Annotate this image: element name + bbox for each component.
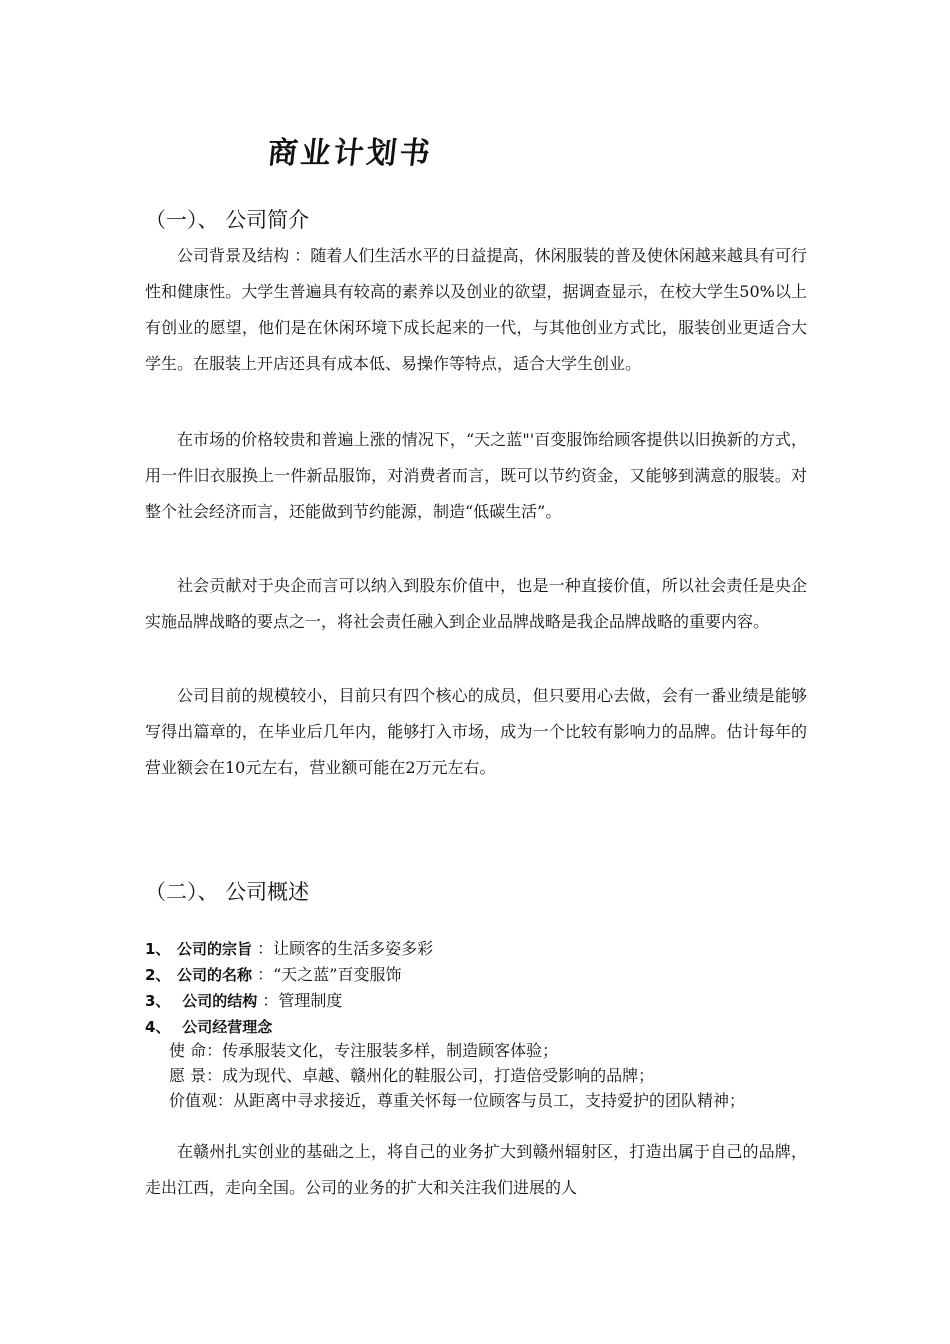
values-statement: 价值观：从距离中寻求接近，尊重关怀每一位顾客与员工，支持爱护的团队精神； [169, 1091, 746, 1110]
list-item-number: 2、 [145, 966, 171, 984]
list-item [145, 936, 807, 962]
paragraph-expansion: 在赣州扎实创业的基础之上，将自己的业务扩大到赣州辐射区，打造出属于自己的品牌，走出江西，走向全国。公司的业务的扩大和关注我们进展的人 [145, 1142, 807, 1197]
list-item-label: 公司的宗旨 [177, 940, 253, 958]
paragraph-background: 公司背景及结构 ：随着人们生活水平的日益提高，休闲服装的普及使休闲越来越具有可行性和健康性。大学生普遍具有较高的素养以及创业的欲望，据调查显示，在校大学生50%以上有创业的愿望，他们是在休闲环境下成长起来的一代，与其他创业方式比，服装创业更适合大学生。在服装上开店还具有成本低、易操作等特点，适合大学生创业。 [145, 246, 807, 373]
overview-list [145, 936, 807, 1040]
list-item [145, 1014, 807, 1040]
list-item-value: ：“天之蓝”百变服饰 [252, 965, 402, 984]
paragraph-social-contribution: 社会贡献对于央企而言可以纳入到股东价值中，也是一种直接价值，所以社会责任是央企实施品牌战略的要点之一，将社会责任融入到企业品牌战略是我企品牌战略的重要内容。 [145, 576, 807, 631]
paragraph-market: 在市场的价格较贵和普遍上涨的情况下，“天之蓝"'百变服饰给顾客提供以旧换新的方式，用一件旧衣服换上一件新品服饰，对消费者而言，既可以节约资金，又能够到满意的服装。对整个社会经济而言，还能做到节约能源，制造“低碳生活”。 [145, 430, 807, 521]
paragraph-scale: 公司目前的规模较小，目前只有四个核心的成员，但只要用心去做，会有一番业绩是能够写得出篇章的，在毕业后几年内，能够打入市场，成为一个比较有影响力的品牌。估计每年的营业额会在10元左右，营业额可能在2万元左右。 [145, 686, 807, 777]
section-heading-company-overview: （二）、 公司概述 [145, 880, 310, 904]
list-item-value: ：让顾客的生活多姿多彩 [252, 939, 434, 958]
list-item-label: 公司的结构 [177, 992, 258, 1010]
list-item-number: 3、 [145, 992, 171, 1010]
list-item-label: 公司的名称 [177, 966, 253, 984]
vision-statement: 愿 景：成为现代、卓越、赣州化的鞋服公司，打造倍受影响的品牌； [169, 1066, 655, 1085]
list-item-number: 4、 [145, 1018, 171, 1036]
mission-statement: 使 命：传承服装文化，专注服装多样，制造顾客体验； [169, 1041, 559, 1060]
list-item-number: 1、 [145, 940, 171, 958]
list-item-value: ：管理制度 [257, 991, 343, 1010]
list-item [145, 988, 807, 1014]
list-item-label: 公司经营理念 [177, 1018, 273, 1036]
section-heading-company-profile: （一）、 公司简介 [145, 208, 310, 232]
document-title: 商业计划书 [265, 136, 435, 171]
list-item [145, 962, 807, 988]
